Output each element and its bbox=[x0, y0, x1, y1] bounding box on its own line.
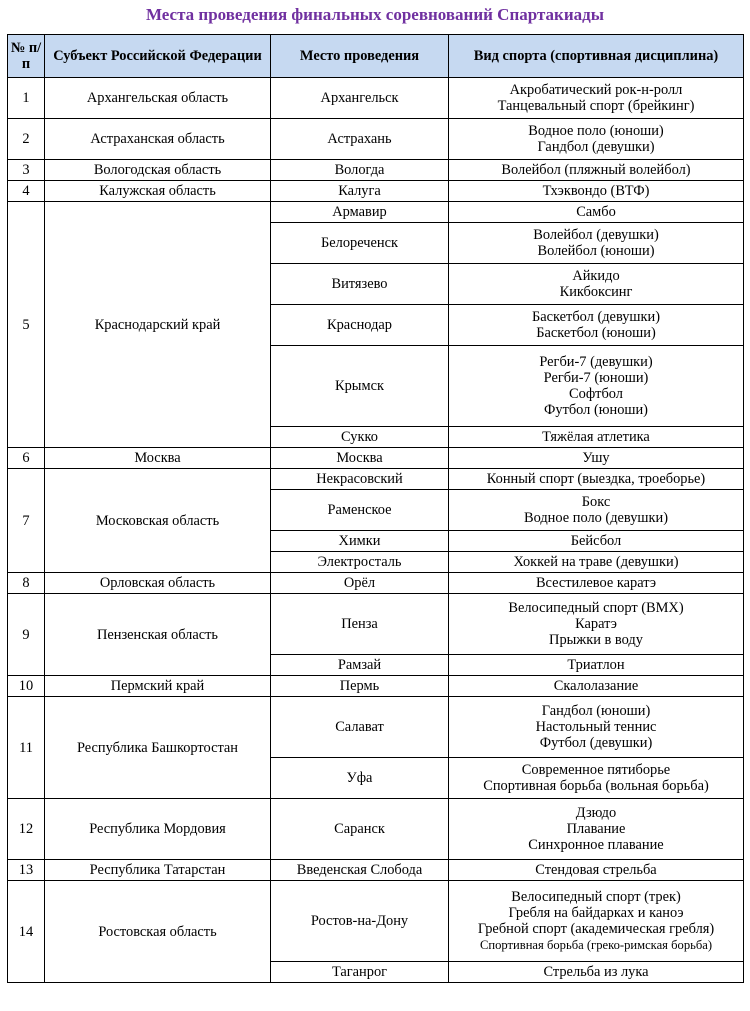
header-sport-line2: (спортивная дисциплина) bbox=[550, 48, 719, 64]
sport-item: Гандбол (юноши) bbox=[541, 703, 651, 719]
sport-item: Стрельба из лука bbox=[543, 964, 649, 980]
table-row bbox=[8, 160, 744, 181]
table-row bbox=[8, 676, 744, 697]
row-sports bbox=[449, 573, 744, 594]
row-region: Астраханская область bbox=[45, 119, 271, 160]
row-venue: Пермь bbox=[271, 676, 449, 697]
header-subject-line1: Субъект Российской bbox=[53, 48, 186, 64]
row-number: 5 bbox=[8, 202, 45, 448]
row-venue: Электросталь bbox=[271, 552, 449, 573]
row-region: Пензенская область bbox=[45, 594, 271, 676]
row-sports bbox=[449, 962, 744, 983]
row-region: Республика Татарстан bbox=[45, 860, 271, 881]
sport-item: Волейбол (девушки) bbox=[533, 227, 659, 243]
sport-item: Всестилевое каратэ bbox=[535, 575, 657, 591]
sport-item: Спортивная борьба (вольная борьба) bbox=[483, 778, 709, 794]
sport-item: Ушу bbox=[582, 450, 610, 466]
sport-item: Тяжёлая атлетика bbox=[542, 429, 650, 445]
row-number: 7 bbox=[8, 469, 45, 573]
row-region: Московская область bbox=[45, 469, 271, 573]
row-region: Краснодарский край bbox=[45, 202, 271, 448]
row-venue: Пенза bbox=[271, 594, 449, 655]
sport-item: Регби-7 (девушки) bbox=[539, 354, 653, 370]
row-region: Калужская область bbox=[45, 181, 271, 202]
row-number: 9 bbox=[8, 594, 45, 676]
row-region: Ростовская область bbox=[45, 881, 271, 983]
table-body bbox=[8, 78, 744, 983]
header-sport-line1: Вид спорта bbox=[473, 48, 547, 64]
row-venue: Вологда bbox=[271, 160, 449, 181]
sport-item: Современное пятиборье bbox=[521, 762, 671, 778]
row-sports bbox=[449, 860, 744, 881]
table-row bbox=[8, 78, 744, 119]
row-venue: Архангельск bbox=[271, 78, 449, 119]
table-row bbox=[8, 119, 744, 160]
row-region: Москва bbox=[45, 448, 271, 469]
row-region: Республика Башкортостан bbox=[45, 697, 271, 799]
sport-item: Дзюдо bbox=[575, 805, 617, 821]
row-venue: Таганрог bbox=[271, 962, 449, 983]
sport-item: Триатлон bbox=[567, 657, 625, 673]
row-region: Вологодская область bbox=[45, 160, 271, 181]
sport-item: Спортивная борьба (греко-римская борьба) bbox=[479, 938, 713, 952]
table-row bbox=[8, 860, 744, 881]
row-venue: Салават bbox=[271, 697, 449, 758]
sport-item: Каратэ bbox=[575, 616, 617, 632]
row-region: Орловская область bbox=[45, 573, 271, 594]
header-sport bbox=[449, 35, 744, 78]
sport-item: Волейбол (юноши) bbox=[537, 243, 655, 259]
sport-item: Водное поло (девушки) bbox=[523, 510, 668, 526]
row-sports bbox=[449, 223, 744, 264]
table-row bbox=[8, 573, 744, 594]
venues-table bbox=[7, 34, 744, 983]
sport-item: Гандбол (девушки) bbox=[537, 139, 655, 155]
sport-item: Бейсбол bbox=[570, 533, 622, 549]
sport-item: Футбол (юноши) bbox=[544, 402, 648, 418]
sport-item: Софтбол bbox=[569, 386, 623, 402]
sport-item: Айкидо bbox=[572, 268, 620, 284]
row-sports bbox=[449, 552, 744, 573]
sport-item: Регби-7 (юноши) bbox=[543, 370, 649, 386]
table-row bbox=[8, 799, 744, 860]
page-title: Места проведения финальных соревнований Спартакиады bbox=[145, 5, 605, 24]
row-region: Республика Мордовия bbox=[45, 799, 271, 860]
row-venue: Химки bbox=[271, 531, 449, 552]
sport-item: Самбо bbox=[576, 204, 616, 220]
row-number: 1 bbox=[8, 78, 45, 119]
row-number: 3 bbox=[8, 160, 45, 181]
sport-item: Велосипедный спорт (BMX) bbox=[508, 600, 684, 616]
row-venue: Армавир bbox=[271, 202, 449, 223]
row-venue: Москва bbox=[271, 448, 449, 469]
row-venue: Раменское bbox=[271, 490, 449, 531]
row-venue: Крымск bbox=[271, 346, 449, 427]
table-header-row bbox=[8, 35, 744, 78]
header-venue-label: Место проведения bbox=[299, 48, 420, 64]
sport-item: Баскетбол (девушки) bbox=[531, 309, 661, 325]
row-sports bbox=[449, 490, 744, 531]
row-sports bbox=[449, 448, 744, 469]
sport-item: Акробатический рок-н-ролл bbox=[509, 82, 683, 98]
row-sports bbox=[449, 264, 744, 305]
header-number-line1: № bbox=[10, 40, 26, 56]
sport-item: Синхронное плавание bbox=[528, 837, 664, 853]
sport-item: Волейбол (пляжный волейбол) bbox=[501, 162, 691, 178]
row-venue: Введенская Слобода bbox=[271, 860, 449, 881]
row-sports bbox=[449, 697, 744, 758]
row-venue: Краснодар bbox=[271, 305, 449, 346]
row-sports bbox=[449, 799, 744, 860]
row-number: 10 bbox=[8, 676, 45, 697]
sport-item: Велосипедный спорт (трек) bbox=[511, 889, 681, 905]
row-venue: Калуга bbox=[271, 181, 449, 202]
row-number: 12 bbox=[8, 799, 45, 860]
header-subject bbox=[45, 35, 271, 78]
table-row bbox=[8, 697, 744, 758]
sport-item: Бокс bbox=[581, 494, 611, 510]
sport-item: Скалолазание bbox=[553, 678, 639, 694]
row-number: 6 bbox=[8, 448, 45, 469]
table-row bbox=[8, 594, 744, 655]
row-sports bbox=[449, 469, 744, 490]
row-sports bbox=[449, 181, 744, 202]
row-region: Архангельская область bbox=[45, 78, 271, 119]
table-row bbox=[8, 181, 744, 202]
row-sports bbox=[449, 427, 744, 448]
row-venue: Сукко bbox=[271, 427, 449, 448]
row-venue: Белореченск bbox=[271, 223, 449, 264]
row-sports bbox=[449, 119, 744, 160]
sport-item: Гребной спорт (академическая гребля) bbox=[477, 921, 715, 937]
row-venue: Ростов-на-Дону bbox=[271, 881, 449, 962]
header-subject-line2: Федерации bbox=[189, 48, 262, 64]
sport-item: Тхэквондо (ВТФ) bbox=[542, 183, 650, 199]
row-sports bbox=[449, 881, 744, 962]
header-number-line2: п/п bbox=[21, 40, 42, 72]
row-venue: Саранск bbox=[271, 799, 449, 860]
sport-item: Футбол (девушки) bbox=[539, 735, 653, 751]
row-sports bbox=[449, 160, 744, 181]
row-region: Пермский край bbox=[45, 676, 271, 697]
sport-item: Водное поло (юноши) bbox=[528, 123, 664, 139]
table-row bbox=[8, 469, 744, 490]
sport-item: Баскетбол (юноши) bbox=[536, 325, 656, 341]
row-number: 11 bbox=[8, 697, 45, 799]
sport-item: Конный спорт (выездка, троеборье) bbox=[486, 471, 706, 487]
row-sports bbox=[449, 202, 744, 223]
header-venue bbox=[271, 35, 449, 78]
row-sports bbox=[449, 346, 744, 427]
table-row bbox=[8, 881, 744, 962]
sport-item: Хоккей на траве (девушки) bbox=[513, 554, 679, 570]
row-sports bbox=[449, 531, 744, 552]
row-venue: Витязево bbox=[271, 264, 449, 305]
row-sports bbox=[449, 655, 744, 676]
row-venue: Астрахань bbox=[271, 119, 449, 160]
sport-item: Гребля на байдарках и каноэ bbox=[508, 905, 684, 921]
row-venue: Уфа bbox=[271, 758, 449, 799]
row-venue: Некрасовский bbox=[271, 469, 449, 490]
sport-item: Прыжки в воду bbox=[549, 632, 643, 648]
sport-item: Настольный теннис bbox=[535, 719, 657, 735]
header-number bbox=[8, 35, 45, 78]
sport-item: Плавание bbox=[566, 821, 626, 837]
row-venue: Орёл bbox=[271, 573, 449, 594]
row-sports bbox=[449, 78, 744, 119]
row-number: 8 bbox=[8, 573, 45, 594]
row-number: 2 bbox=[8, 119, 45, 160]
sport-item: Стендовая стрельба bbox=[535, 862, 657, 878]
row-venue: Рамзай bbox=[271, 655, 449, 676]
row-number: 4 bbox=[8, 181, 45, 202]
table-row bbox=[8, 202, 744, 223]
row-sports bbox=[449, 594, 744, 655]
table-row bbox=[8, 448, 744, 469]
row-number: 13 bbox=[8, 860, 45, 881]
row-sports bbox=[449, 758, 744, 799]
row-sports bbox=[449, 305, 744, 346]
row-sports bbox=[449, 676, 744, 697]
sport-item: Танцевальный спорт (брейкинг) bbox=[497, 98, 695, 114]
row-number: 14 bbox=[8, 881, 45, 983]
sport-item: Кикбоксинг bbox=[559, 284, 633, 300]
